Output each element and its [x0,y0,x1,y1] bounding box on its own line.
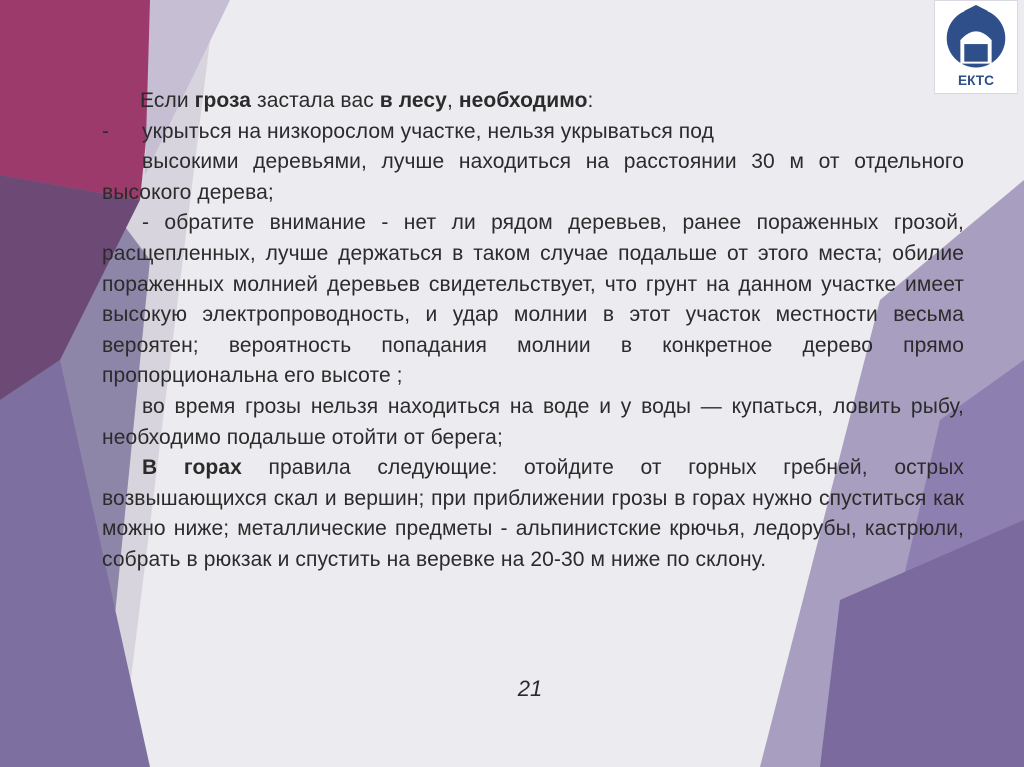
bullet-dash: - [102,119,110,143]
intro-text-2: застала вас [251,89,380,112]
bullet-item-1 [102,117,964,148]
mountains-text: правила следующие: отойдите от горных гребней, острых возвышающихся скал и вершин; при приближении грозы в горах нужно спуститься как можно ниже; металлические предметы - альпинистские крючья, ледорубы, кастрюли, собрать в рюкзак и спустить на веревке на 20-30 м ниже по склону. [102,456,964,571]
intro-text-3: , [446,89,459,112]
logo-door [964,44,987,62]
bullet-1-continuation: высокими деревьями, лучше находиться на расстоянии 30 м от отдельного высокого дерева; [102,150,964,204]
paragraph-mountains [102,453,964,575]
intro-bold-2: в лесу [379,89,447,112]
paragraph-water: во время грозы нельзя находиться на воде и у воды — купаться, ловить рыбу, необходимо подальше отойти от берега; [102,394,964,449]
intro-line [102,86,964,117]
intro-bold-3: необходимо [458,89,588,112]
intro-text-4: : [587,89,594,112]
ekts-logo [934,0,1018,94]
slide-text-body [102,86,964,576]
intro-text-1: Если [140,89,195,112]
bullet-1-first-line: укрыться на низкорослом участке, нельзя укрываться под [142,119,714,143]
mountains-bold: В горах [142,456,242,480]
logo-text: ЕКТС [958,73,994,89]
paragraph-trees: - обратите внимание - нет ли рядом деревьев, ранее пораженных грозой, расщепленных, лучше держаться в таком случае подальше от этого места; обилие пораженных молнией деревьев свидетельствует, что грунт на данном участке имеет высокую электропроводность, и удар молнии в этот участок местности весьма вероятен; вероятность попадания молнии в конкретное дерево прямо пропорциональна его высоте ; [102,211,964,388]
page-number: 21 [517,676,543,701]
intro-bold-1: гроза [194,89,252,112]
